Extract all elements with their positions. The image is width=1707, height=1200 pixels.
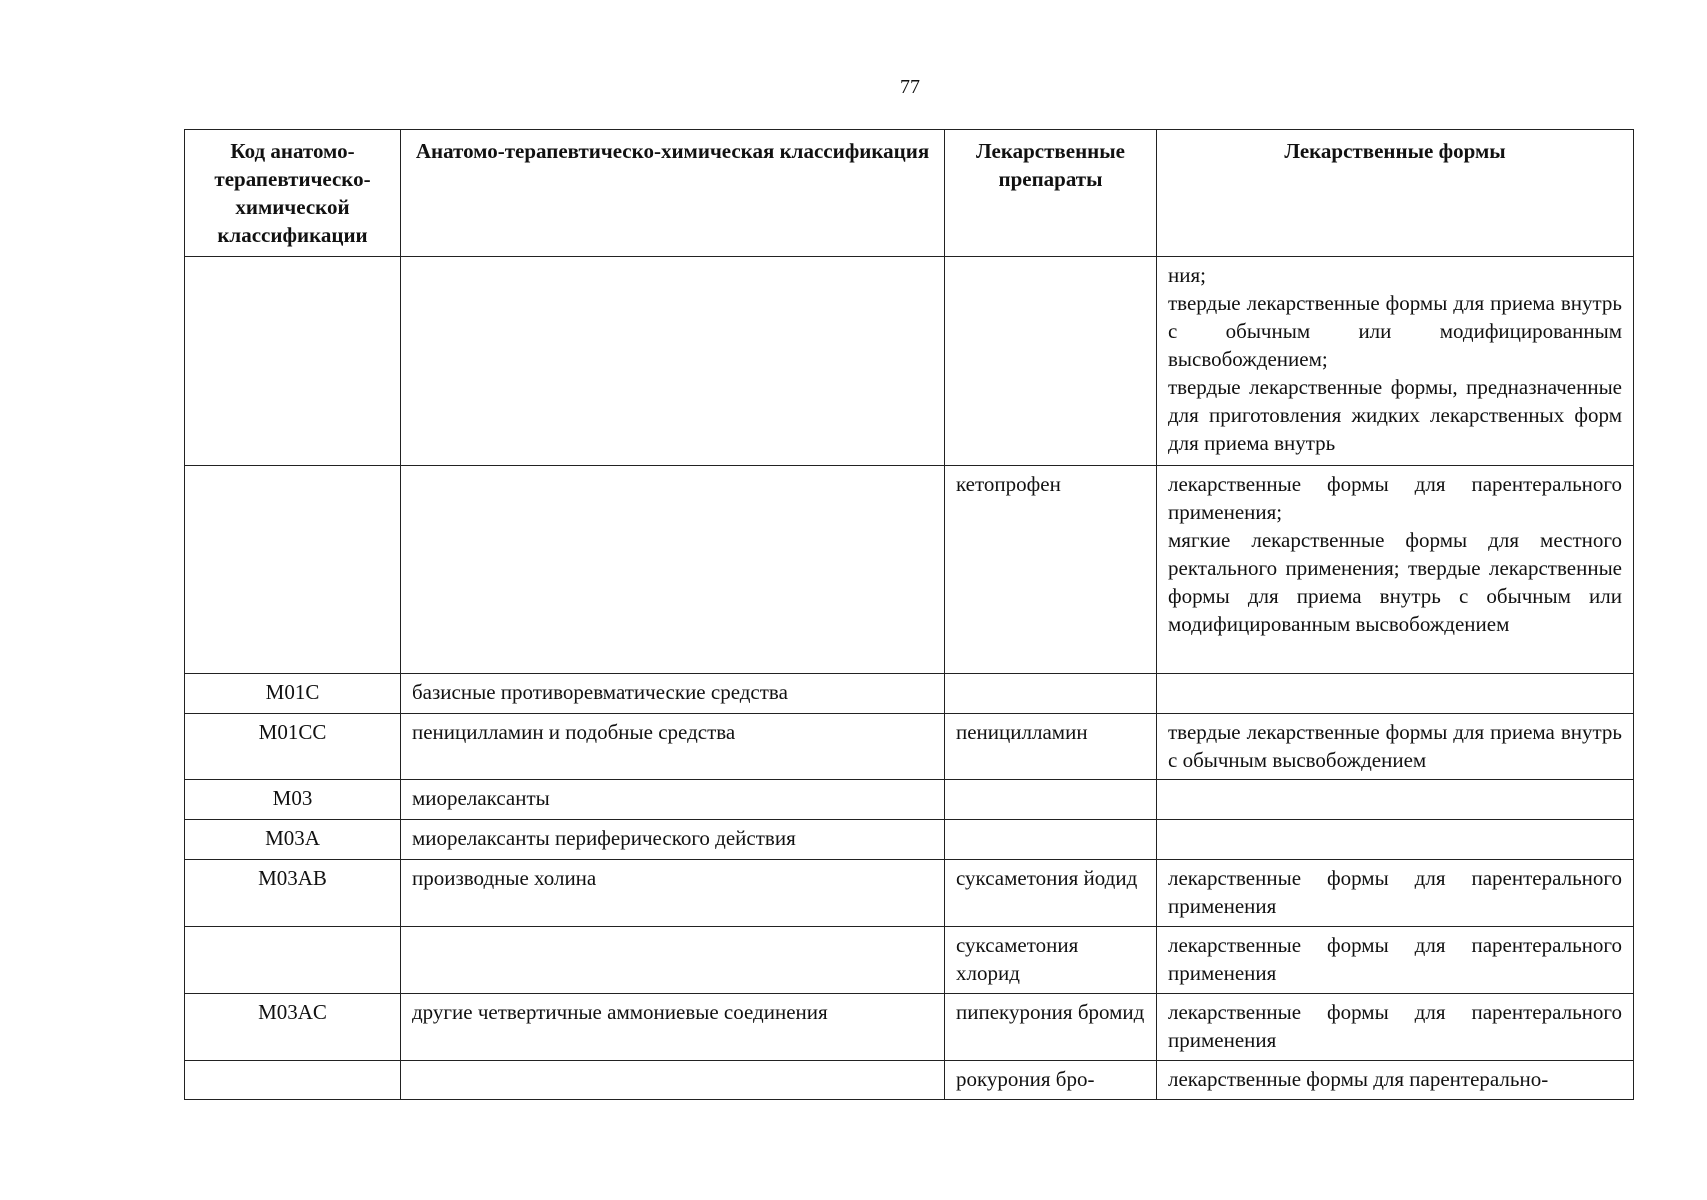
- header-forms: Лекарственные формы: [1157, 130, 1634, 257]
- code-cell: M03AB: [185, 860, 401, 927]
- classification-cell: [401, 257, 945, 466]
- forms-cell: ния; твердые лекарственные формы для приема внутрь с обычным или модифицированным высвобождением; твердые лекарственные формы, предназначенные для приготовления жидких лекарственных форм для приема внутрь: [1157, 257, 1634, 466]
- forms-cell: лекарственные формы для парентерального применения: [1157, 927, 1634, 994]
- classification-cell: другие четвертичные аммониевые соединения: [401, 994, 945, 1061]
- classification-cell: миорелаксанты: [401, 780, 945, 820]
- code-cell: M01CC: [185, 714, 401, 780]
- header-classification: Анатомо-терапевтическо-химическая классификация: [401, 130, 945, 257]
- code-cell: [185, 1061, 401, 1100]
- code-cell: [185, 257, 401, 466]
- atc-classification-table: [184, 129, 1634, 1100]
- forms-cell: лекарственные формы для парентерального применения; мягкие лекарственные формы для местного ректального применения; твердые лекарственные формы для приема внутрь с обычным или модифицированным высвобождением: [1157, 466, 1634, 674]
- code-cell: [185, 927, 401, 994]
- code-cell: [185, 466, 401, 674]
- classification-cell: [401, 1061, 945, 1100]
- drug-cell: кетопрофен: [945, 466, 1157, 674]
- classification-cell: [401, 927, 945, 994]
- classification-cell: базисные противоревматические средства: [401, 674, 945, 714]
- table-row: [185, 820, 1634, 860]
- table-row: [185, 860, 1634, 927]
- table-row: [185, 714, 1634, 780]
- classification-cell: производные холина: [401, 860, 945, 927]
- table-row: [185, 674, 1634, 714]
- code-cell: M03A: [185, 820, 401, 860]
- header-drugs: Лекарственные препараты: [945, 130, 1157, 257]
- table-row: [185, 257, 1634, 466]
- classification-cell: миорелаксанты периферического действия: [401, 820, 945, 860]
- forms-cell: [1157, 674, 1634, 714]
- table-row: [185, 466, 1634, 674]
- page-number: 77: [900, 76, 920, 98]
- code-cell: M03AC: [185, 994, 401, 1061]
- drug-cell: суксаметония хлорид: [945, 927, 1157, 994]
- drug-cell: рокурония бро-: [945, 1061, 1157, 1100]
- drug-cell: пипекурония бромид: [945, 994, 1157, 1061]
- drug-cell: пеницилламин: [945, 714, 1157, 780]
- table-header-row: [185, 130, 1634, 257]
- code-cell: M01C: [185, 674, 401, 714]
- table-row: [185, 780, 1634, 820]
- drug-cell: [945, 780, 1157, 820]
- drug-cell: суксаметония йодид: [945, 860, 1157, 927]
- header-code: Код анатомо-терапевтическо-химической классификации: [185, 130, 401, 257]
- forms-cell: твердые лекарственные формы для приема внутрь с обычным высвобождением: [1157, 714, 1634, 780]
- table-row: [185, 1061, 1634, 1100]
- drug-cell: [945, 674, 1157, 714]
- forms-cell: лекарственные формы для парентерального применения: [1157, 860, 1634, 927]
- forms-cell: лекарственные формы для парентерально-: [1157, 1061, 1634, 1100]
- drug-cell: [945, 257, 1157, 466]
- forms-cell: лекарственные формы для парентерального применения: [1157, 994, 1634, 1061]
- classification-cell: пеницилламин и подобные средства: [401, 714, 945, 780]
- table-row: [185, 927, 1634, 994]
- forms-cell: [1157, 780, 1634, 820]
- drug-cell: [945, 820, 1157, 860]
- table-row: [185, 994, 1634, 1061]
- code-cell: M03: [185, 780, 401, 820]
- classification-cell: [401, 466, 945, 674]
- forms-cell: [1157, 820, 1634, 860]
